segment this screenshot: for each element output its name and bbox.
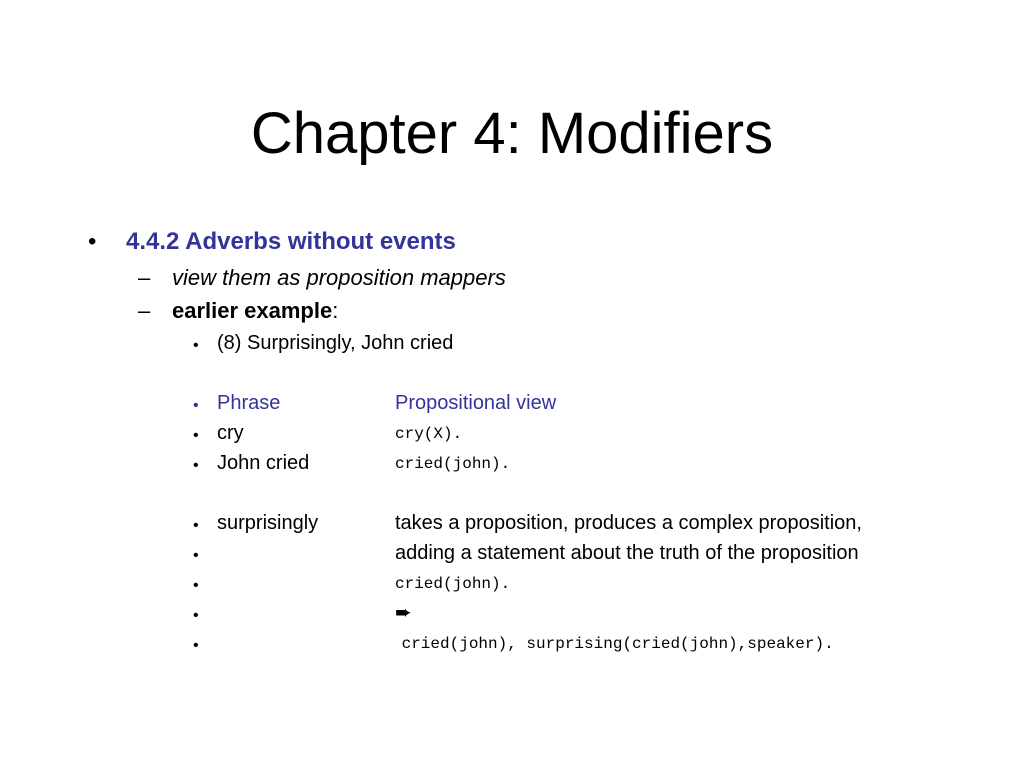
earlier-example-colon: : <box>332 298 339 323</box>
bullet-marker: • <box>193 457 199 474</box>
table-row-view: cried(john). <box>395 455 511 473</box>
explanation-phrase: surprisingly <box>217 512 319 534</box>
bullet-marker: • <box>193 607 199 624</box>
section-heading: 4.4.2 Adverbs without events <box>126 228 456 255</box>
table-row-phrase: John cried <box>217 452 310 474</box>
earlier-example-label: earlier example <box>172 298 333 323</box>
explanation-code: cried(john), surprising(cried(john),speaker). <box>392 635 834 653</box>
table-header-phrase: Phrase <box>217 392 281 414</box>
slide-title: Chapter 4: Modifiers <box>250 101 774 166</box>
explanation-text: takes a proposition, produces a complex proposition, <box>395 512 862 534</box>
explanation-code: cried(john). <box>395 575 511 593</box>
subpoint-proposition-mappers: view them as proposition mappers <box>172 265 506 290</box>
example-sentence: (8) Surprisingly, John cried <box>217 332 454 354</box>
dash-marker: – <box>138 298 151 323</box>
table-row-phrase: cry <box>217 422 244 444</box>
table-row-view: cry(X). <box>395 425 463 443</box>
bullet-marker: • <box>88 228 97 255</box>
implies-arrow-icon: ➨ <box>395 602 412 624</box>
table-header-view: Propositional view <box>395 392 557 414</box>
bullet-marker: • <box>193 517 199 534</box>
bullet-marker: • <box>193 577 199 594</box>
bullet-marker: • <box>193 637 199 654</box>
bullet-marker: • <box>193 547 199 564</box>
explanation-text: adding a statement about the truth of the proposition <box>395 542 859 564</box>
dash-marker: – <box>138 265 151 290</box>
bullet-marker: • <box>193 337 199 354</box>
subpoint-earlier-example <box>172 297 338 325</box>
bullet-marker: • <box>193 397 199 414</box>
bullet-marker: • <box>193 427 199 444</box>
